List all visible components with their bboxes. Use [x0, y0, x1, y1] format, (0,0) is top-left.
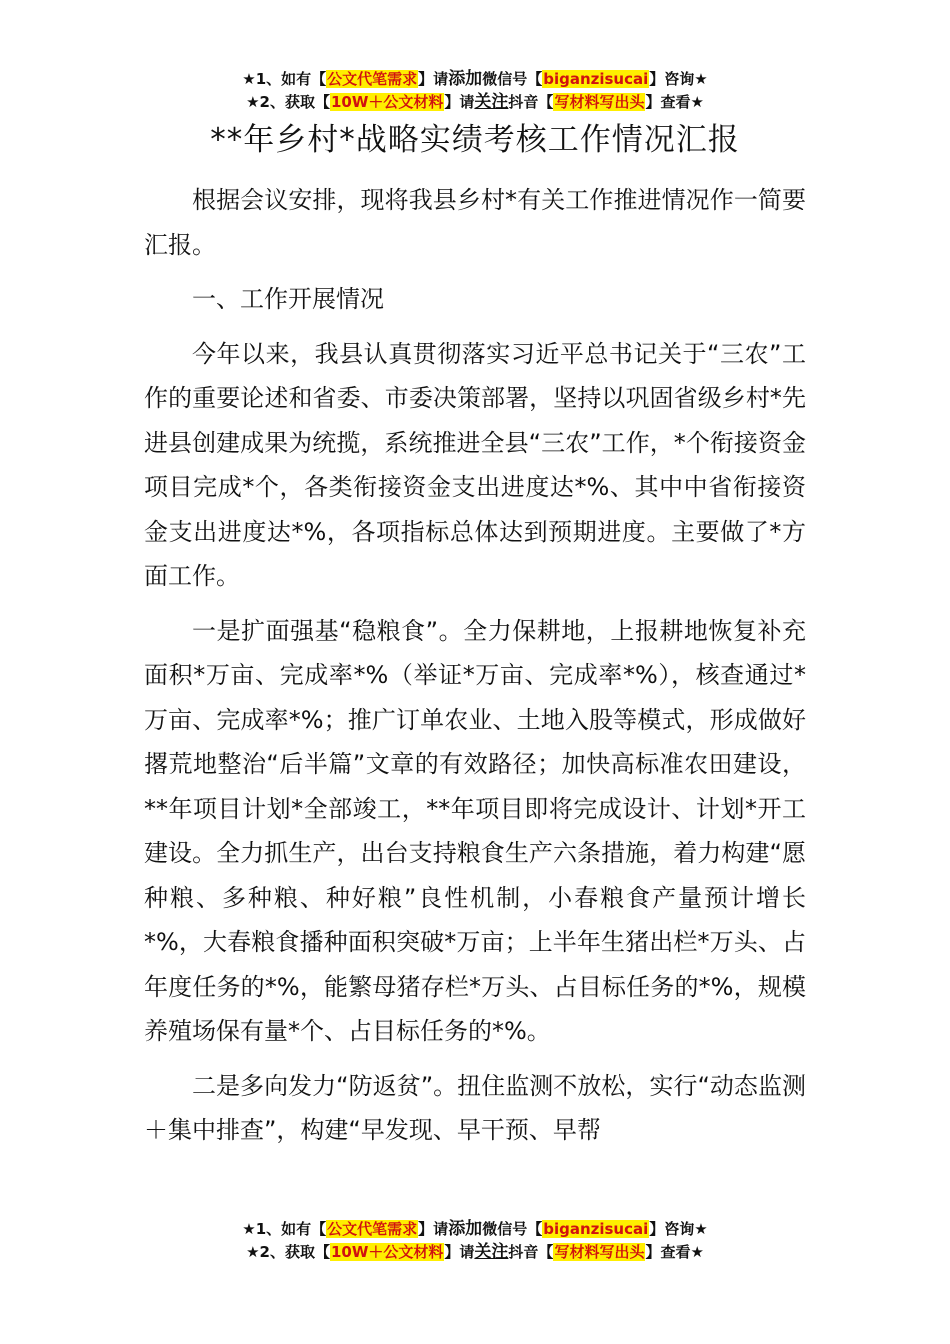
paragraph-grain: 一是扩面强基“稳粮食”。全力保耕地，上报耕地恢复补充面积*万亩、完成率*%（举证*万亩、完成率*%），核查通过*万亩、完成率*%；推广订单农业、土地入股等模式，形成做好撂荒地整治“后半篇”文章的有效路径；加快高标准农田建设，**年项目计划*全部竣工，**年项目即将完成设计、计划*开工建设。全力抓生产，出台支持粮食生产六条措施，着力构建“愿种粮、多种粮、种好粮”良性机制，小春粮食产量预计增长*%，大春粮食播种面积突破*万亩；上半年生猪出栏*万头、占年度任务的*%，能繁母猪存栏*万头、占目标任务的*%，规模养殖场保有量*个、占目标任务的*%。 — [144, 616, 806, 1045]
banner-line-2 — [0, 91, 950, 114]
footer-banner — [0, 1218, 950, 1264]
banner-emphasis: 添加 — [448, 69, 483, 89]
highlight-service: 公文代笔需求 — [327, 70, 418, 88]
highlight-wechat-id: biganzisucai — [543, 1220, 649, 1238]
paragraph-poverty: 二是多向发力“防返贫”。扭住监测不放松，实行“动态监测＋集中排查”，构建“早发现、早干预、早帮 — [144, 1071, 806, 1144]
banner-text: 微信号【 — [482, 70, 543, 88]
banner-line-1 — [0, 68, 950, 91]
banner-line-1 — [0, 1218, 950, 1241]
banner-emphasis: 关注 — [474, 92, 509, 112]
document-body — [144, 178, 806, 1163]
banner-text: 】查看★ — [645, 1243, 704, 1261]
highlight-douyin-account: 写材料写出头 — [554, 1243, 645, 1261]
highlight-materials: 10W＋公文材料 — [330, 93, 444, 111]
banner-text: 】咨询★ — [649, 70, 708, 88]
paragraph-intro: 根据会议安排，现将我县乡村*有关工作推进情况作一简要汇报。 — [144, 186, 806, 259]
banner-line-2 — [0, 1241, 950, 1264]
highlight-wechat-id: biganzisucai — [543, 70, 649, 88]
banner-text: ★2、获取【 — [246, 1243, 330, 1261]
banner-text: 抖音【 — [508, 1243, 554, 1261]
highlight-materials: 10W＋公文材料 — [330, 1243, 444, 1261]
banner-text: 】查看★ — [645, 93, 704, 111]
banner-text: 】请 — [418, 70, 449, 88]
banner-text: 抖音【 — [508, 93, 554, 111]
banner-text: 】请 — [444, 93, 475, 111]
banner-emphasis: 关注 — [474, 1242, 509, 1262]
banner-text: 】咨询★ — [649, 1220, 708, 1238]
header-banner — [0, 68, 950, 114]
banner-emphasis: 添加 — [448, 1219, 483, 1239]
highlight-douyin-account: 写材料写出头 — [554, 93, 645, 111]
section-heading: 一、工作开展情况 — [192, 285, 384, 313]
banner-text: ★1、如有【 — [242, 70, 327, 88]
document-title: **年乡村*战略实绩考核工作情况汇报 — [210, 122, 740, 158]
paragraph-overview: 今年以来，我县认真贯彻落实习近平总书记关于“三农”工作的重要论述和省委、市委决策部署，坚持以巩固省级乡村*先进县创建成果为统揽，系统推进全县“三农”工作，*个衔接资金项目完成*个，各类衔接资金支出进度达*%、其中中省衔接资金支出进度达*%，各项指标总体达到预期进度。主要做了*方面工作。 — [144, 339, 806, 590]
banner-text: 】请 — [444, 1243, 475, 1261]
banner-text: 微信号【 — [482, 1220, 543, 1238]
banner-text: ★1、如有【 — [242, 1220, 327, 1238]
highlight-service: 公文代笔需求 — [327, 1220, 418, 1238]
banner-text: 】请 — [418, 1220, 449, 1238]
banner-text: ★2、获取【 — [246, 93, 330, 111]
